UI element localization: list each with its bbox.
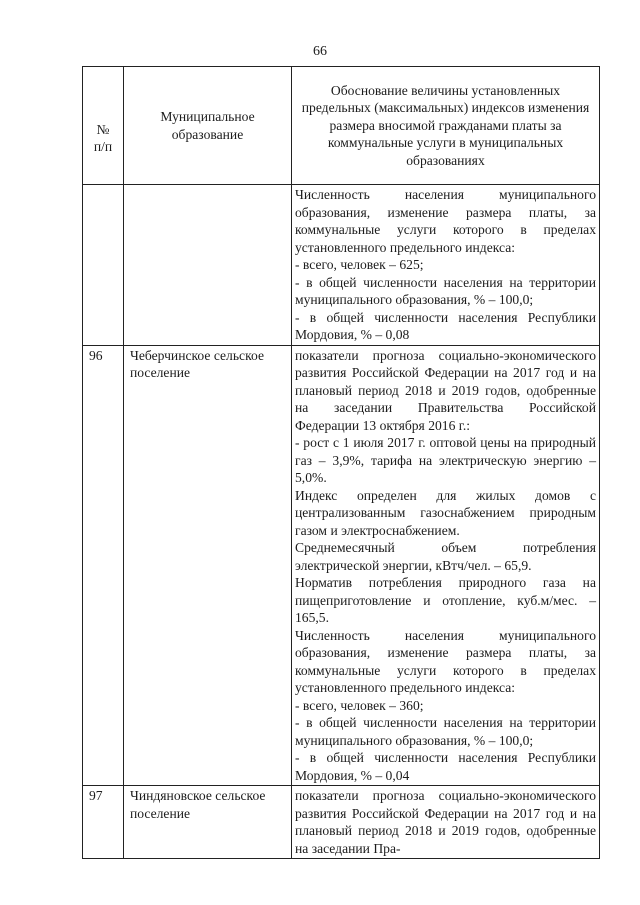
- justification-paragraph: - рост с 1 июля 2017 г. оптовой цены на природный газ – 3,9%, тарифа на электрическую энергию – 5,0%.: [295, 435, 596, 485]
- row-number: 96: [83, 345, 124, 786]
- table-row: [83, 345, 600, 786]
- justification-paragraph: показатели прогноза социально-экономического развития Российской Федерации на 2017 год и на плановый период 2018 и 2019 годов, одобренные на заседании Правительства Российской Федерации 13 октября 2016 г.:: [295, 347, 596, 433]
- justification-paragraph: Численность населения муниципального образования, изменение размера платы, за коммунальные услуги которого в пределах установленного предельного индекса:: [295, 187, 596, 255]
- table-header-row: [83, 67, 600, 185]
- justification-paragraph: - в общей численности населения на территории муниципального образования, % – 100,0;: [295, 274, 596, 307]
- table-row: [83, 786, 600, 859]
- justification-paragraph: - всего, человек – 625;: [295, 257, 424, 272]
- justification-paragraph: - в общей численности населения Республики Мордовия, % – 0,08: [295, 309, 596, 342]
- page-number: 66: [313, 44, 327, 59]
- table-row: [83, 185, 600, 346]
- justification-cell: [292, 345, 600, 786]
- justification-paragraph: - в общей численности населения Республики Мордовия, % – 0,04: [295, 750, 596, 783]
- justification-paragraph: - в общей численности населения на территории муниципального образования, % – 100,0;: [295, 715, 596, 748]
- indices-table: [82, 66, 600, 859]
- municipality-name: Чиндяновское сельское поселение: [124, 786, 292, 859]
- justification-paragraph: - всего, человек – 360;: [295, 697, 424, 713]
- justification-paragraph: Индекс определен для жилых домов с централизованным газоснабжением природным газом и электроснабжением.: [295, 487, 596, 538]
- header-municipality: Муниципальное образование: [124, 67, 292, 185]
- justification-cell: [292, 786, 600, 859]
- municipality-name: [124, 185, 292, 346]
- justification-paragraph: показатели прогноза социально-экономического развития Российской Федерации на 2017 год и на плановый период 2018 и 2019 годов, одобренные на заседании Пра-: [295, 788, 596, 856]
- row-number: 97: [83, 786, 124, 859]
- municipality-name: Чеберчинское сельское поселение: [124, 345, 292, 786]
- justification-paragraph: Среднемесячный объем потребления электрической энергии, кВтч/чел. – 65,9.: [295, 540, 596, 573]
- row-number: [83, 185, 124, 346]
- header-num: № п/п: [83, 67, 124, 185]
- justification-paragraph: Численность населения муниципального образования, изменение размера платы, за коммунальные услуги которого в пределах установленного предельного индекса:: [295, 627, 596, 695]
- header-justification: Обоснование величины установленных предельных (максимальных) индексов изменения размера вносимой гражданами платы за коммунальные услуги в муниципальных образованиях: [292, 67, 600, 185]
- justification-paragraph: Норматив потребления природного газа на пищеприготовление и отопление, куб.м/мес. – 165,5.: [295, 575, 596, 625]
- justification-cell: [292, 185, 600, 346]
